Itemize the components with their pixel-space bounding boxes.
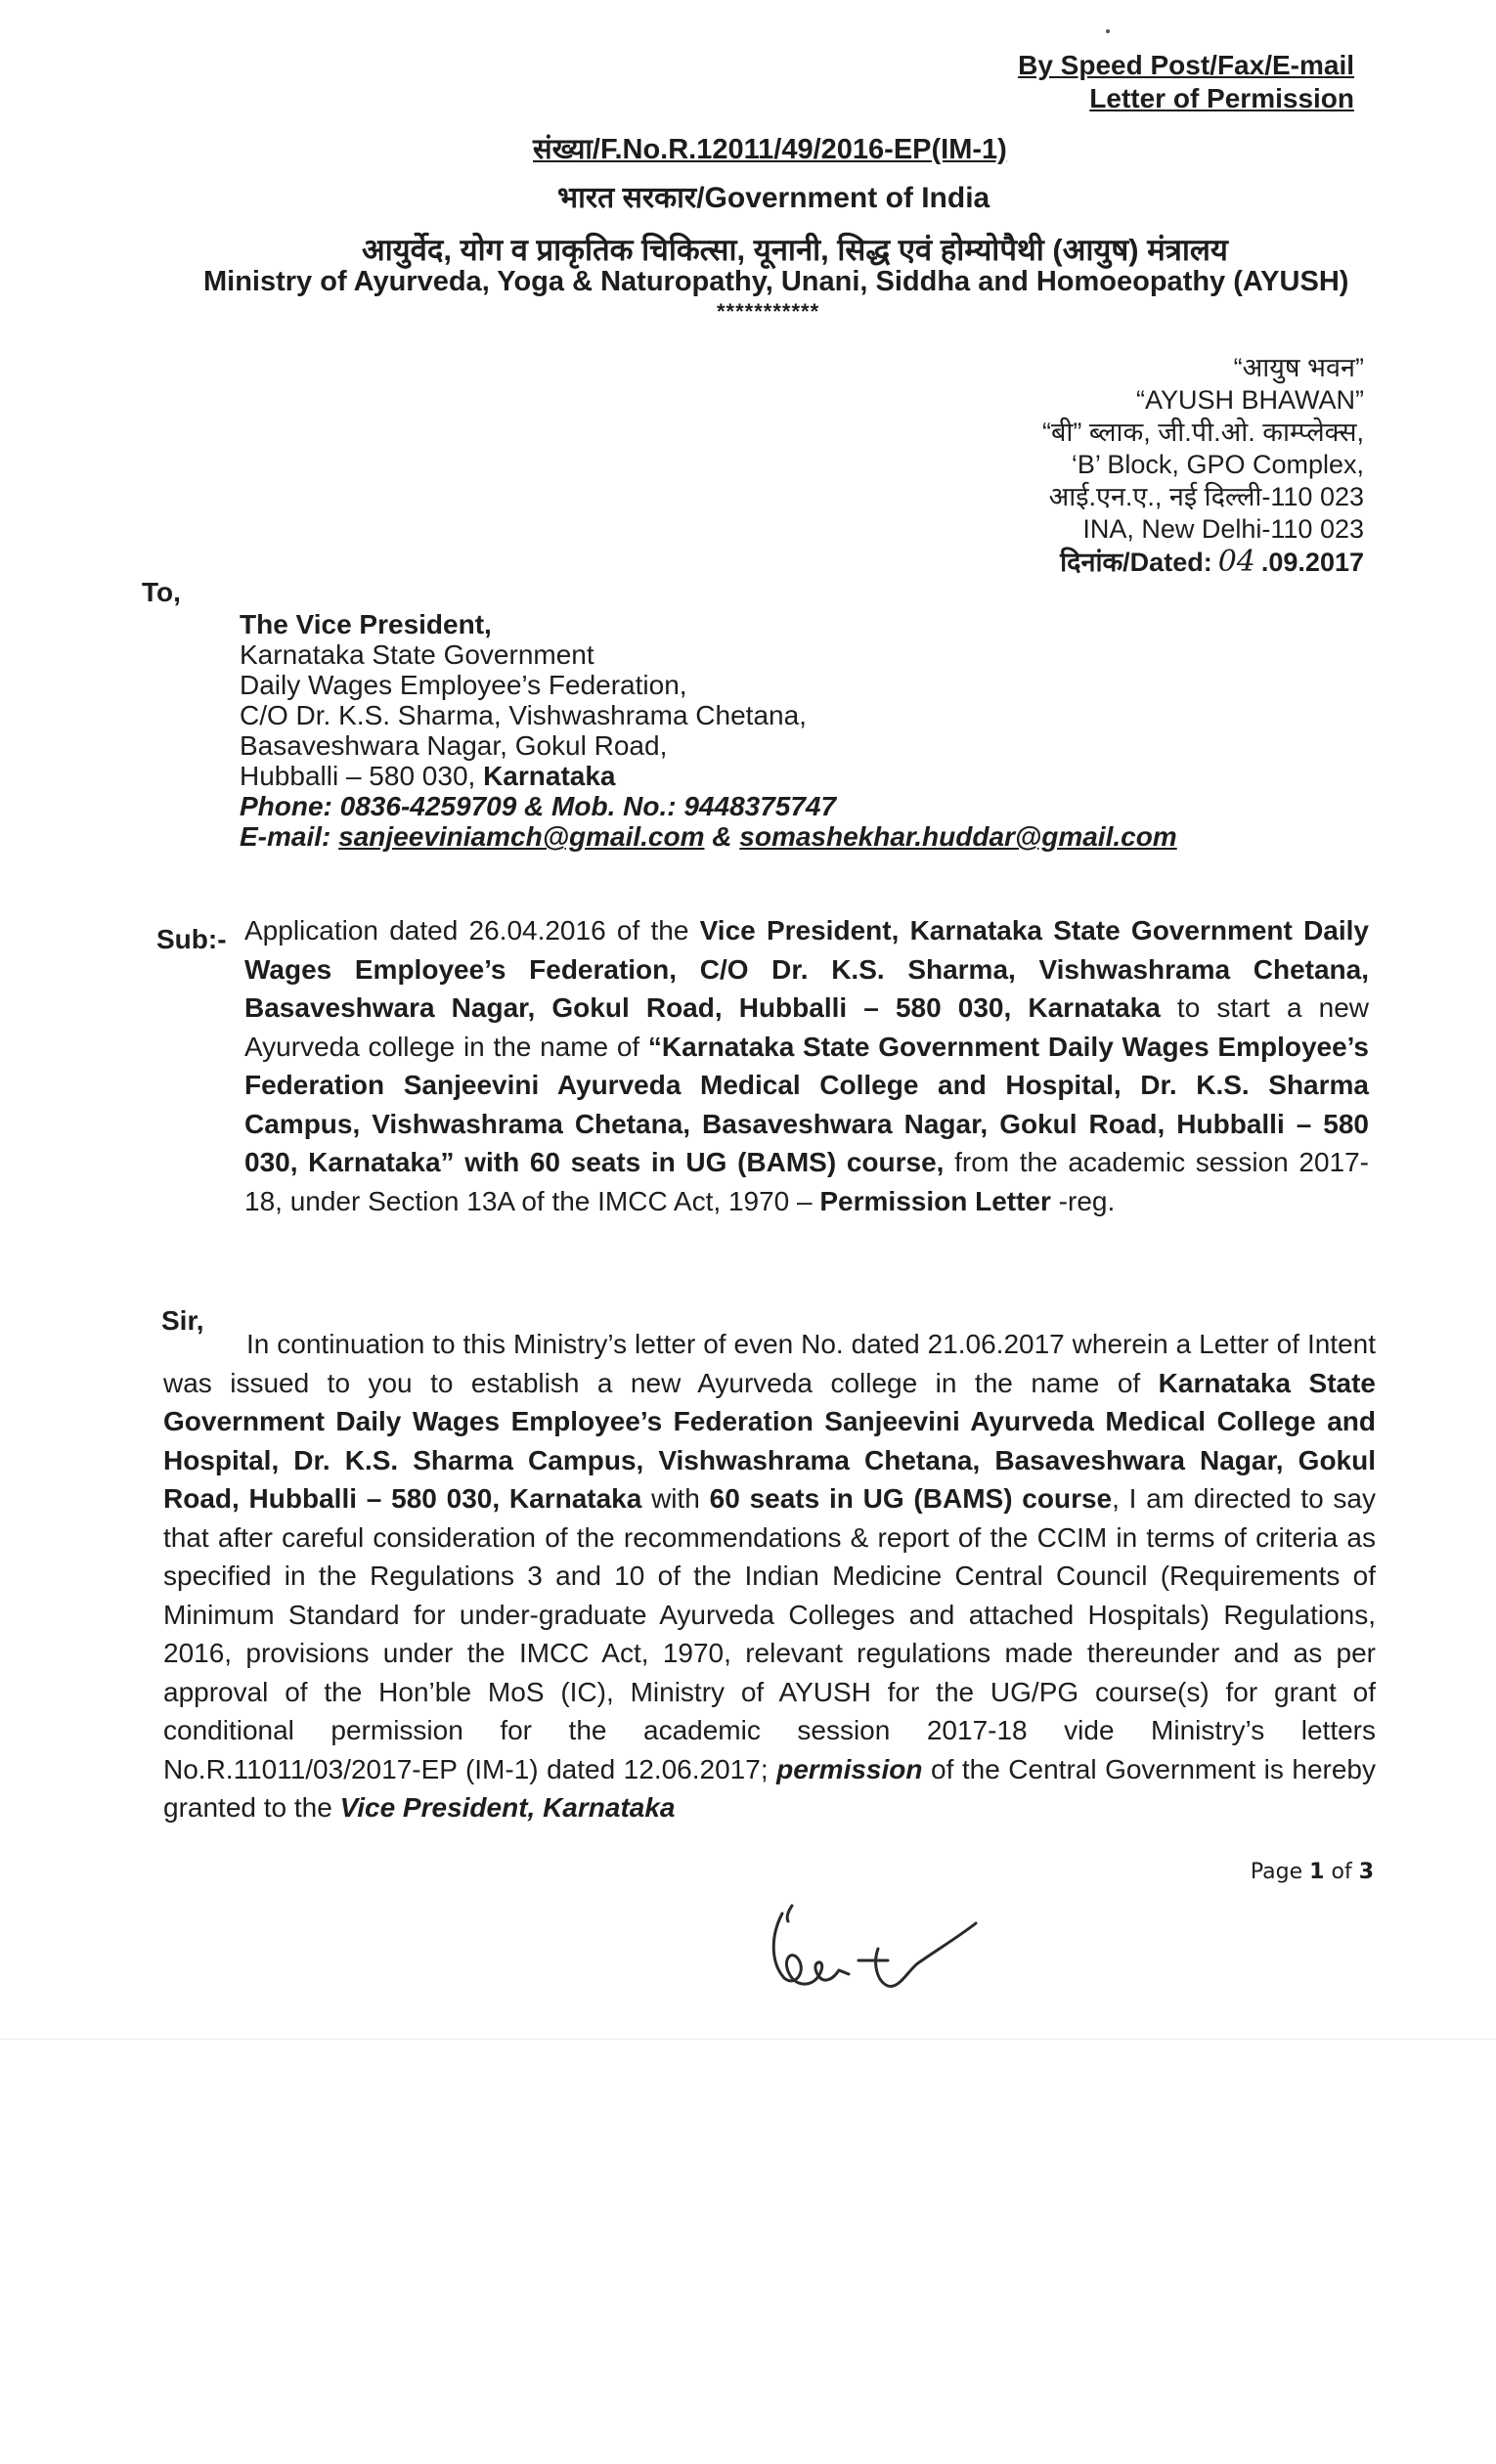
body-part-8: Vice President, Karnataka (339, 1792, 676, 1823)
subject-part-5: from the academic session 2017-18, under Section 13A of the IMCC Act, 1970 – (244, 1147, 1369, 1216)
dispatch-header (1018, 49, 1354, 115)
subject-label: Sub:- (156, 924, 227, 954)
body-part-6: permission (776, 1753, 923, 1784)
page-separator: of (1324, 1860, 1359, 1884)
dispatch-mode: By Speed Post/Fax/E-mail (1018, 50, 1354, 80)
recipient-email-line (240, 821, 1177, 852)
body-paragraph (163, 1325, 1376, 1827)
date-label: दिनांक/Dated: (1060, 548, 1212, 577)
separator-stars: *********** (717, 299, 820, 324)
subject-part-7: -reg. (1050, 1185, 1116, 1216)
email-link-2[interactable]: somashekhar.huddar@gmail.com (739, 821, 1177, 852)
page-current: 1 (1309, 1860, 1325, 1884)
recipient-state: Karnataka (483, 761, 616, 791)
subject-part-1: Application dated 26.04.2016 of the (244, 915, 700, 946)
scan-edge-line (0, 2039, 1496, 2040)
subject-part-4: “Karnataka State Government Daily Wages Employee’s Federation Sanjeevini Ayurveda Medical College and Hospital, Dr. K.S. Sharma Campus, Vishwashrama Chetana, Basaveshwara Nagar, Gokul Road, Hubballi – 580 030, Karnataka” with 60 seats in UG (BAMS) course, (244, 1031, 1369, 1177)
recipient-line-1: Karnataka State Government (240, 639, 594, 670)
recipient-designation: The Vice President, (240, 609, 492, 639)
page-number (1251, 1860, 1374, 1884)
recipient-line-4: Basaveshwara Nagar, Gokul Road, (240, 730, 668, 761)
ministry-name-hindi: आयुर्वेद, योग व प्राकृतिक चिकित्सा, यूनानी, सिद्ध एवं होम्योपैथी (आयुष) मंत्रालय (362, 233, 1228, 267)
letter-type: Letter of Permission (1089, 83, 1354, 113)
body-part-3: with (641, 1483, 710, 1514)
recipient-line-5 (240, 761, 1177, 791)
block-english: ‘B’ Block, GPO Complex, (1071, 450, 1364, 479)
date-line (1042, 546, 1364, 579)
email-label: E-mail: (240, 821, 339, 852)
government-title: भारत सरकार/Government of India (557, 182, 990, 214)
subject-part-6: Permission Letter (819, 1185, 1051, 1216)
salutation: Sir, (161, 1305, 204, 1336)
signature-mark (763, 1892, 997, 2004)
email-separator: & (704, 821, 740, 852)
date-day-handwritten: 04 (1217, 545, 1255, 579)
email-link-1[interactable]: sanjeeviniamch@gmail.com (338, 821, 705, 852)
to-label: To, (142, 577, 181, 607)
date-month-year: .09.2017 (1260, 548, 1364, 577)
recipient-block (240, 609, 1177, 852)
recipient-line-2: Daily Wages Employee’s Federation, (240, 670, 687, 700)
body-part-2: Karnataka State Government Daily Wages Employee’s Federation Sanjeevini Ayurveda Medical College and Hospital, Dr. K.S. Sharma Campus, Vishwashrama Chetana, Basaveshwara Nagar, Gokul Road, Hubballi – 580 030, Karnataka (163, 1367, 1376, 1514)
block-hindi: “बी” ब्लाक, जी.पी.ओ. काम्प्लेक्स, (1041, 418, 1364, 447)
body-part-5: , I am directed to say that after careful consideration of the recommendations & report of the CCIM in terms of criteria as specified in the Regulations 3 and 10 of the Indian Medicine Central Council (Requirements of Minimum Standard for under-graduate Ayurveda Colleges and attached Hospitals) Regulations, 2016, provisions under the IMCC Act, 1970, relevant regulations made thereunder and as per approval of the Hon’ble MoS (IC), Ministry of AYUSH for the UG/PG course(s) for grant of conditional permission for the academic session 2017-18 vide Ministry’s letters No.R.11011/03/2017-EP (IM-1) dated 12.06.2017; (163, 1483, 1377, 1784)
building-name-english: “AYUSH BHAWAN” (1135, 385, 1364, 415)
subject-part-3: to start a new Ayurveda college in the name of (244, 992, 1369, 1062)
page-prefix: Page (1250, 1860, 1310, 1884)
building-name-hindi: “आयुष भवन” (1233, 353, 1364, 382)
subject-text (244, 911, 1369, 1220)
body-part-4: 60 seats in UG (BAMS) course (709, 1483, 1113, 1514)
recipient-phone: Phone: 0836-4259709 & Mob. No.: 9448375747 (240, 791, 837, 821)
file-number: संख्या/F.No.R.12011/49/2016-EP(IM-1) (533, 134, 1007, 165)
city-hindi: आई.एन.ए., नई दिल्ली-110 023 (1048, 482, 1364, 511)
scan-dot (1106, 29, 1110, 33)
subject-part-2: Vice President, Karnataka State Government Daily Wages Employee’s Federation, C/O Dr. K.S. Sharma, Vishwashrama Chetana, Basaveshwara Nagar, Gokul Road, Hubballi – 580 030, Karnataka (244, 915, 1370, 1023)
body-part-7: of the Central Government is hereby granted to the (163, 1753, 1376, 1823)
recipient-line-3: C/O Dr. K.S. Sharma, Vishwashrama Chetana, (240, 700, 807, 730)
body-part-1: In continuation to this Ministry’s letter of even No. dated 21.06.2017 wherein a Letter of Intent was issued to you to establish a new Ayurveda college in the name of (163, 1329, 1376, 1398)
recipient-city: Hubballi – 580 030, (240, 761, 484, 791)
sender-address (1042, 352, 1364, 579)
page-total: 3 (1358, 1860, 1374, 1884)
city-english: INA, New Delhi-110 023 (1082, 514, 1364, 544)
ministry-name-english: Ministry of Ayurveda, Yoga & Naturopathy, Unani, Siddha and Homoeopathy (AYUSH) (203, 266, 1349, 297)
